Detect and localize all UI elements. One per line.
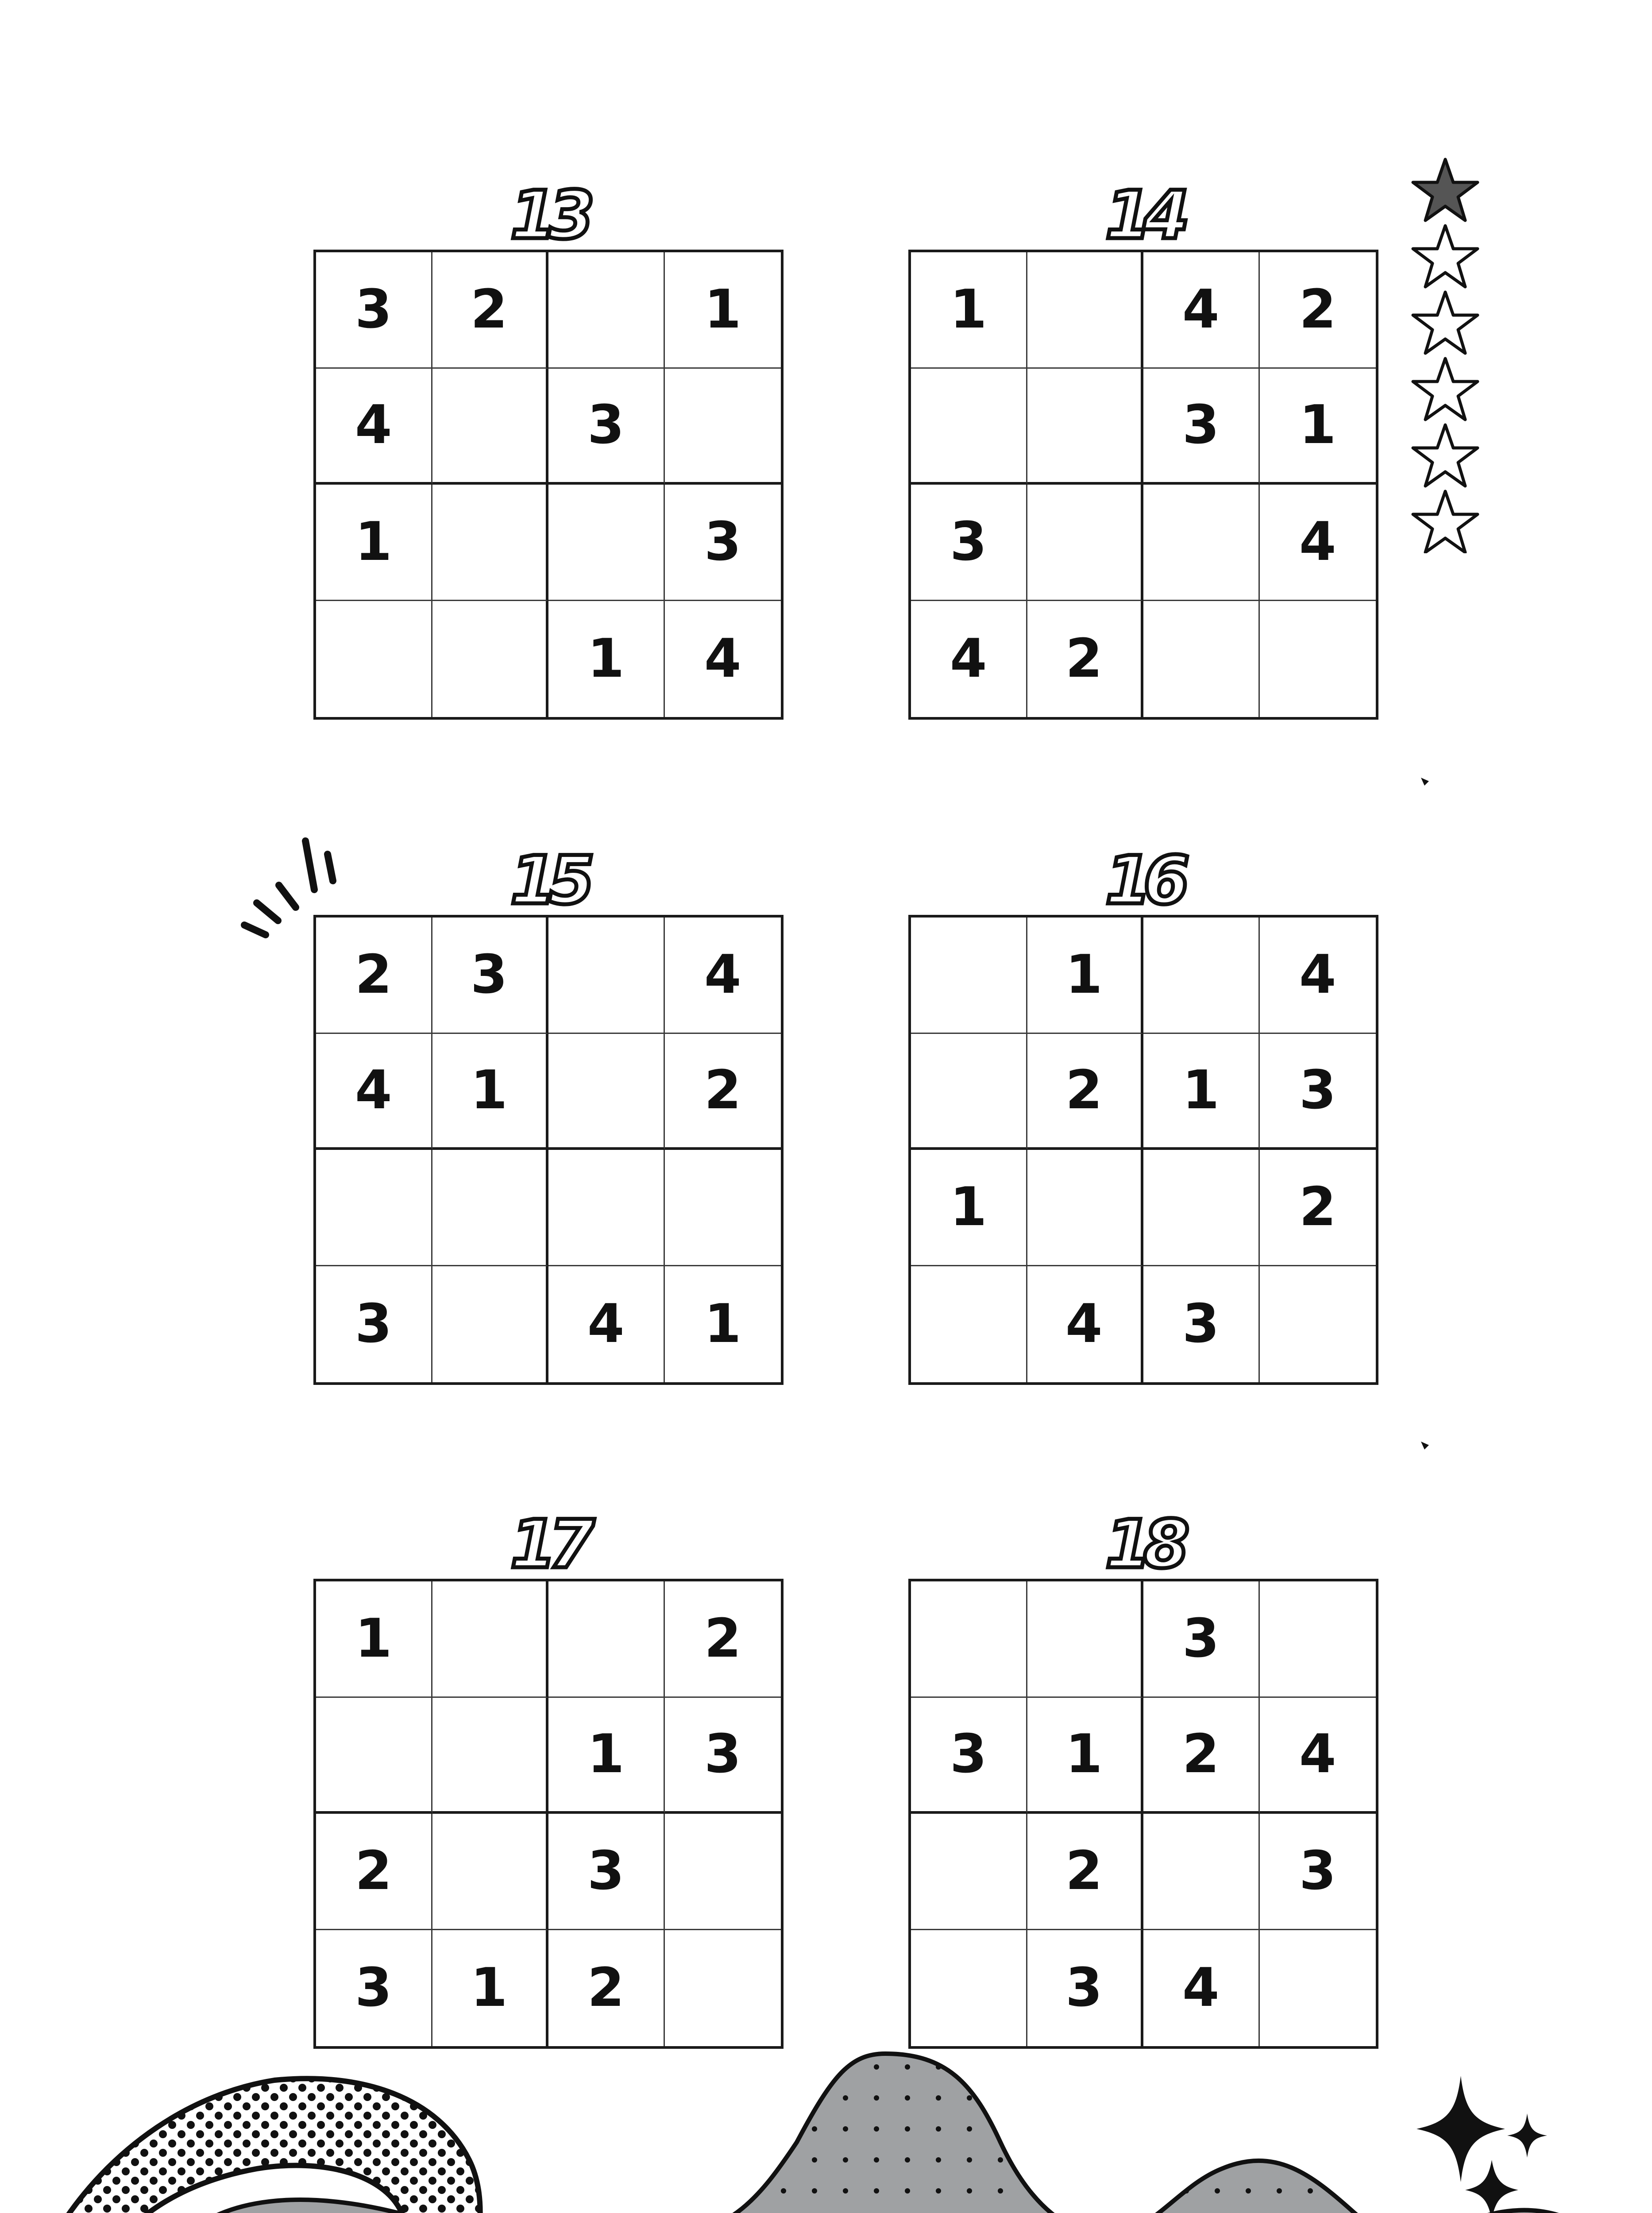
sudoku-puzzle-17 [313,1506,784,2050]
grid-cell: 3 [911,485,1027,601]
sudoku-grid [313,250,784,720]
grid-cell[interactable] [665,1150,781,1266]
grid-cell: 1 [548,601,665,717]
grid-cell[interactable] [1260,1266,1376,1383]
star-outline-icon [1413,226,1478,287]
difficulty-rating [1403,155,1487,553]
grid-cell: 1 [548,1698,665,1814]
sudoku-grid [313,915,784,1385]
grid-cell: 2 [1027,1034,1144,1150]
grid-cell: 2 [316,918,432,1034]
sudoku-grid [908,250,1378,720]
grid-cell: 3 [1027,1930,1144,2047]
grid-cell: 3 [1143,369,1260,485]
grid-cell: 4 [1260,1698,1376,1814]
grid-cell: 2 [665,1034,781,1150]
sudoku-grid [908,1579,1378,2049]
grid-cell[interactable] [316,1150,432,1266]
grid-cell: 4 [316,369,432,485]
puzzle-number: 16 [1105,842,1182,919]
sudoku-puzzle-15 [313,842,784,1386]
puzzle-number: 15 [510,842,587,919]
grid-cell[interactable] [316,1698,432,1814]
grid-cell: 3 [548,369,665,485]
sudoku-puzzle-18 [908,1506,1378,2050]
grid-cell[interactable] [1027,1581,1144,1698]
grid-cell[interactable] [1027,1150,1144,1266]
grid-cell: 3 [316,1266,432,1383]
grid-cell: 4 [548,1266,665,1383]
grid-cell[interactable] [1027,369,1144,485]
grid-cell[interactable] [911,1814,1027,1930]
grid-cell[interactable] [1027,252,1144,369]
sudoku-grid [313,1579,784,2049]
grid-cell[interactable] [911,1266,1027,1383]
grid-cell[interactable] [1143,1150,1260,1266]
grid-cell: 3 [1143,1266,1260,1383]
grid-cell: 2 [432,252,549,369]
grid-cell: 2 [548,1930,665,2047]
puzzle-number: 18 [1105,1506,1182,1583]
sudoku-puzzle-14 [908,177,1378,721]
grid-cell: 4 [1027,1266,1144,1383]
tick-mark-icon [1420,1441,1433,1454]
grid-cell: 2 [1027,601,1144,717]
grid-cell: 1 [1143,1034,1260,1150]
sparkle-icon [1465,2160,1518,2213]
grid-cell[interactable] [1143,601,1260,717]
sudoku-puzzle-16 [908,842,1378,1386]
grid-cell[interactable] [548,485,665,601]
grid-cell: 2 [665,1581,781,1698]
grid-cell[interactable] [1027,485,1144,601]
grid-cell: 1 [316,1581,432,1698]
grid-cell: 3 [316,252,432,369]
grid-cell: 1 [911,1150,1027,1266]
grid-cell[interactable] [432,1266,549,1383]
grid-cell[interactable] [911,1581,1027,1698]
grid-cell[interactable] [548,1034,665,1150]
grid-cell: 2 [1260,252,1376,369]
grid-cell: 3 [1260,1814,1376,1930]
grid-cell: 2 [1260,1150,1376,1266]
grid-cell: 1 [1260,369,1376,485]
grid-cell[interactable] [1143,918,1260,1034]
star-outline-icon [1413,425,1478,486]
grid-cell: 2 [1027,1814,1144,1930]
grid-cell[interactable] [432,1698,549,1814]
sudoku-grid [908,915,1378,1385]
grid-cell: 4 [1260,485,1376,601]
grid-cell: 3 [665,1698,781,1814]
star-outline-icon [1413,292,1478,353]
grid-cell: 2 [1143,1698,1260,1814]
grid-cell[interactable] [316,601,432,717]
grid-cell: 3 [1143,1581,1260,1698]
grid-cell: 1 [432,1930,549,2047]
grid-cell: 4 [704,628,741,690]
grid-cell[interactable] [665,369,781,485]
grid-cell: 3 [432,918,549,1034]
grid-cell[interactable] [432,1814,549,1930]
grid-cell[interactable] [1260,1581,1376,1698]
grid-cell: 3 [911,1698,1027,1814]
grid-cell[interactable] [548,252,665,369]
grid-cell[interactable] [911,918,1027,1034]
grid-cell: 1 [665,252,781,369]
star-outline-icon [1413,359,1478,420]
grid-cell[interactable] [911,1034,1027,1150]
grid-cell[interactable] [432,369,549,485]
puzzle-number: 17 [510,1506,587,1583]
grid-cell: 3 [316,1930,432,2047]
grid-cell[interactable] [665,1814,781,1930]
grid-cell: 1 [1027,1698,1144,1814]
grid-cell[interactable] [548,918,665,1034]
grid-cell: 4 [1143,252,1260,369]
grid-cell[interactable] [1260,601,1376,717]
grid-cell[interactable] [548,1581,665,1698]
grid-cell[interactable] [1143,485,1260,601]
grid-cell[interactable] [911,369,1027,485]
star-outline-icon [1413,491,1478,552]
tick-mark-icon [1420,777,1433,790]
sudoku-puzzle-13 [313,177,784,721]
decorative-landscape [0,2027,1652,2213]
grid-cell[interactable] [432,1581,549,1698]
grid-cell: 4 [1260,918,1376,1034]
sparkle-icon [1507,2113,1547,2158]
star-filled-icon [1413,159,1478,220]
grid-cell: 1 [432,1034,549,1150]
puzzle-number: 14 [1105,177,1182,254]
grid-cell: 3 [1260,1034,1376,1150]
grid-cell: 1 [911,252,1027,369]
grid-cell: 1 [316,485,432,601]
grid-cell[interactable] [1143,1814,1260,1930]
grid-cell[interactable] [548,1150,665,1266]
grid-cell: 4 [911,601,1027,717]
grid-cell: 4 [665,918,781,1034]
grid-cell: 4 [316,1034,432,1150]
grid-cell[interactable] [432,485,549,601]
grid-cell: 2 [316,1814,432,1930]
grid-cell: 3 [665,485,781,601]
grid-cell[interactable] [432,601,549,717]
grid-cell: 4 [1143,1930,1260,2047]
grid-cell: 3 [548,1814,665,1930]
grid-cell[interactable] [432,1150,549,1266]
dotted-swirl [66,2078,480,2213]
grid-cell: 1 [1027,918,1144,1034]
grid-cell: 1 [704,1293,741,1355]
puzzle-number: 13 [510,177,587,254]
